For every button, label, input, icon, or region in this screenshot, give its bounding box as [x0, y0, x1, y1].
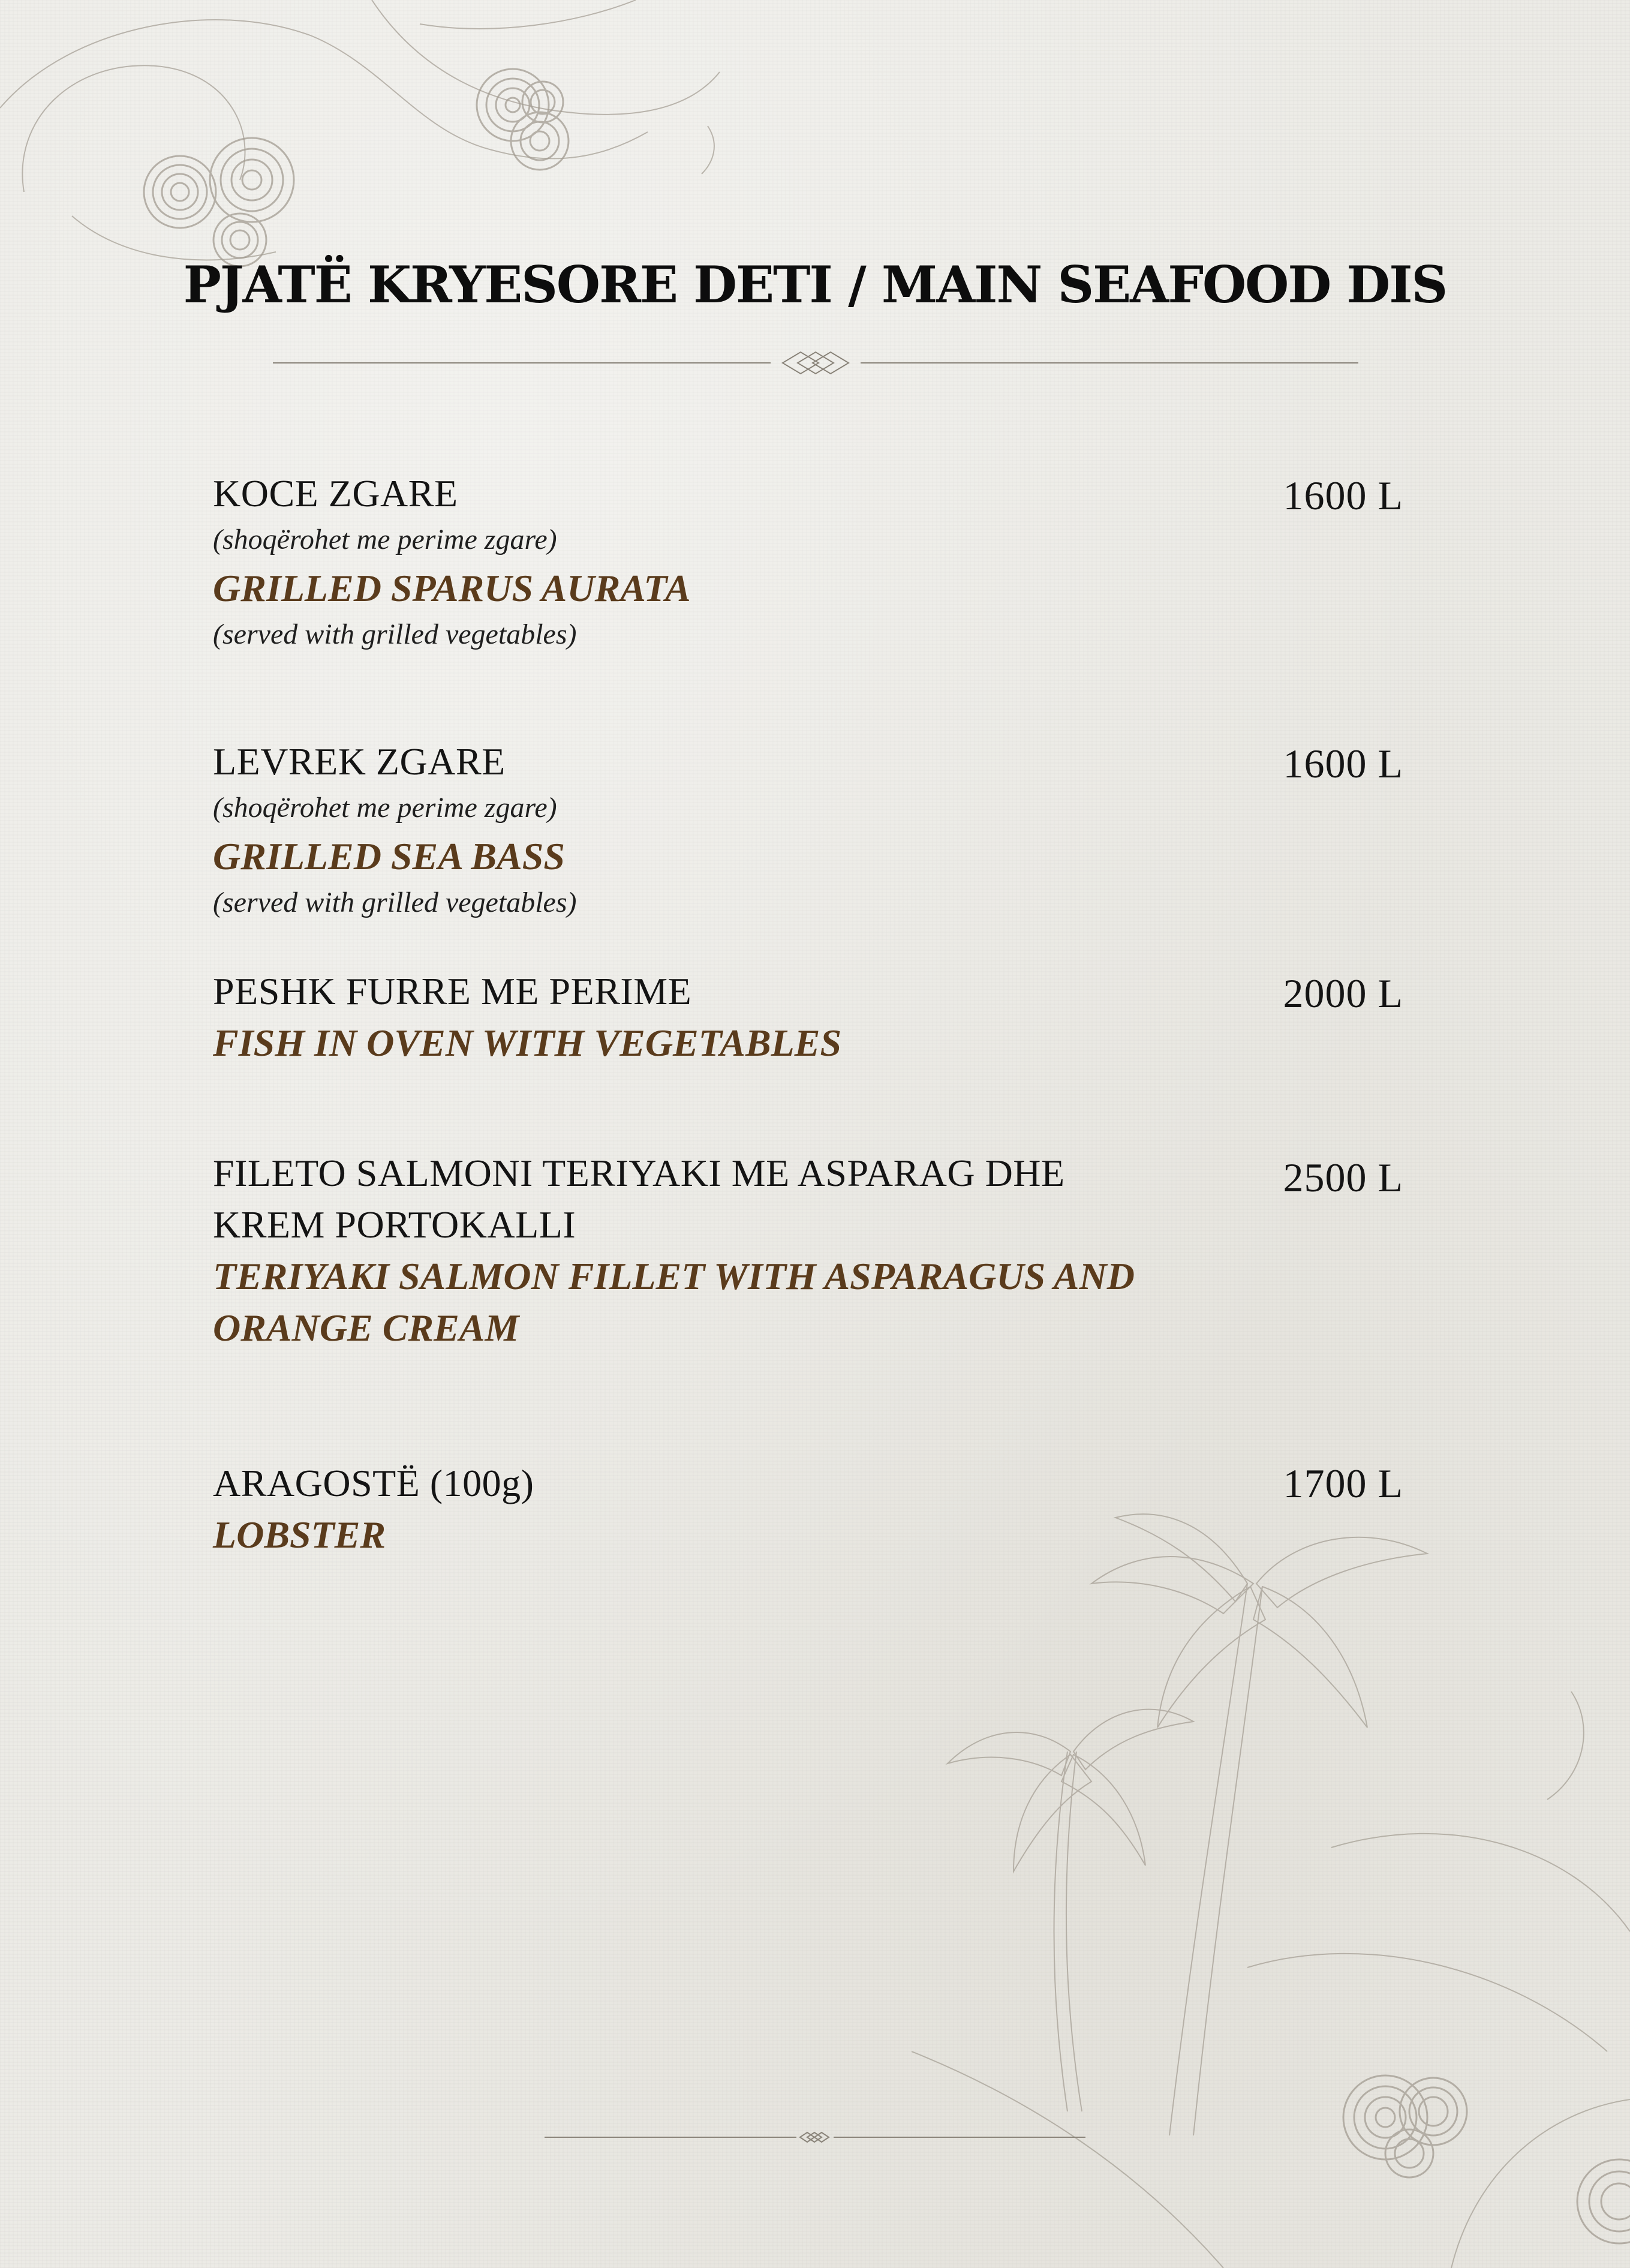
dish-name: LEVREK ZGARE	[213, 740, 506, 783]
page-title: PJATË KRYESORE DETI / MAIN SEAFOOD DIS	[183, 255, 1447, 314]
dish-price: 2500 L	[1283, 1155, 1403, 1200]
dish-name-english: LOBSTER	[213, 1513, 386, 1556]
palm-tree-ornament	[912, 1512, 1630, 2268]
dish-name: KOCE ZGARE	[213, 472, 458, 515]
dish-price: 1600 L	[1283, 741, 1403, 786]
dish-note-english: (served with grilled vegetables)	[213, 618, 577, 650]
dish-name: FILETO SALMONI TERIYAKI ME ASPARAG DHE KREM PORTOKALLI	[213, 1152, 1065, 1246]
dish-name: ARAGOSTË (100g)	[213, 1462, 534, 1504]
dish-note-english: (served with grilled vegetables)	[213, 887, 577, 918]
dish-name-english: GRILLED SEA BASS	[213, 835, 565, 878]
dish-name-english: FISH IN OVEN WITH VEGETABLES	[213, 1022, 842, 1064]
dish-name: PESHK FURRE ME PERIME	[213, 970, 692, 1013]
dish-name-english: GRILLED SPARUS AURATA	[213, 567, 691, 609]
dish-note: (shoqërohet me perime zgare)	[213, 524, 557, 555]
dish-price: 1700 L	[1283, 1461, 1403, 1506]
dish-price: 1600 L	[1283, 473, 1403, 518]
dish-name-english: TERIYAKI SALMON FILLET WITH ASPARAGUS AND ORANGE CREAM	[213, 1255, 1135, 1349]
dish-note: (shoqërohet me perime zgare)	[213, 792, 557, 824]
footer-divider	[545, 2125, 1085, 2149]
title-divider	[273, 351, 1358, 375]
dish-price: 2000 L	[1283, 971, 1403, 1016]
